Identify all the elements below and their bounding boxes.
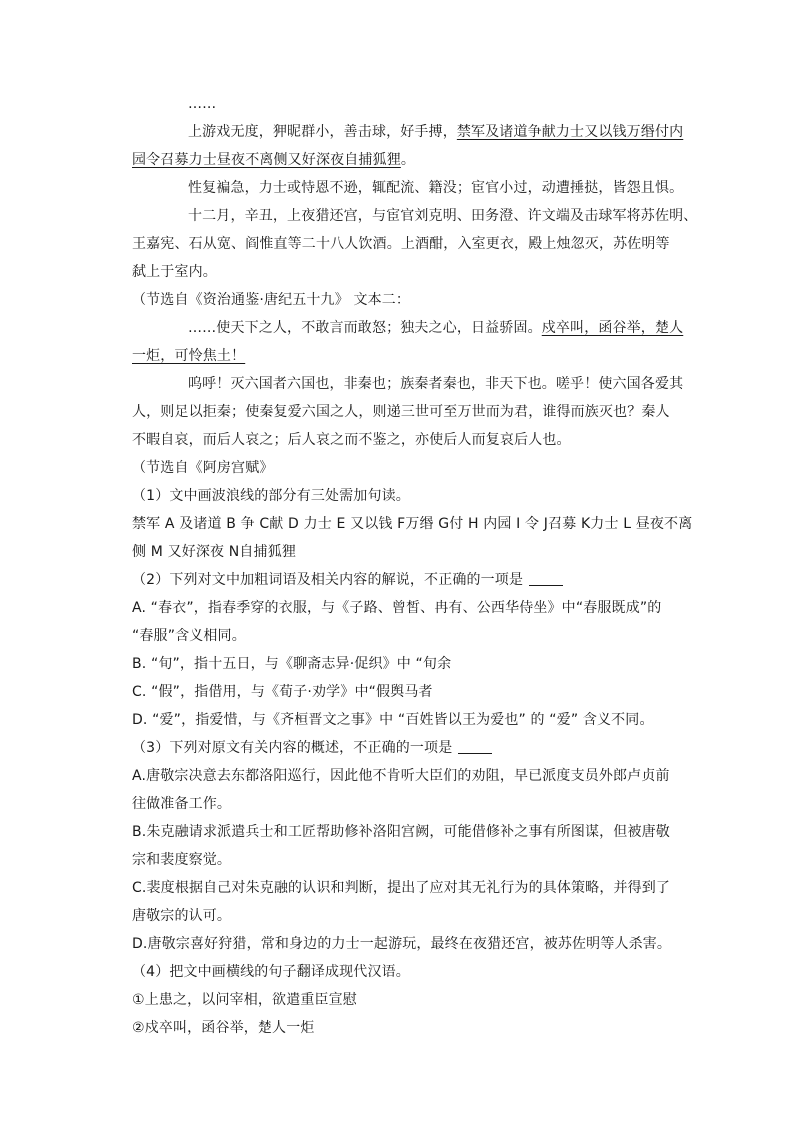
question-1-stem: （1）文中画波浪线的部分有三处需加句读。 bbox=[132, 488, 410, 504]
answer-blank[interactable] bbox=[529, 571, 563, 586]
option-d: D.唐敬宗喜好狩猎，常和身边的力士一起游玩，最终在夜猎还宫，被苏佐明等人杀害。 bbox=[132, 936, 672, 952]
translation-item-1: ①上患之，以问宰相，欲遣重臣宣慰 bbox=[132, 992, 357, 1008]
source-note: （节选自《阿房宫赋》 bbox=[132, 460, 274, 476]
option-d: D. “爱”，指爱惜，与《齐桓晋文之事》中 “百姓皆以王为爱也” 的 “爱” 含义不同。 bbox=[132, 712, 654, 728]
answer-blank[interactable] bbox=[458, 739, 492, 754]
plain-text: ……使天下之人，不敢言而敢怒；独夫之心，日益骄固。 bbox=[188, 320, 542, 336]
option-a: 往做准备工作。 bbox=[132, 796, 232, 812]
passage2-line bbox=[132, 314, 684, 342]
passage2-line: 人，则足以拒秦；使秦复爱六国之人，则递三世可至万世而为君，谁得而族灭也？秦人 bbox=[132, 404, 670, 420]
ellipsis-text: …… bbox=[188, 96, 217, 112]
passage2-line: 不暇自哀，而后人哀之；后人哀之而不鉴之，亦使后人而复哀后人也。 bbox=[132, 432, 571, 448]
option-b: 宗和裴度察觉。 bbox=[132, 852, 232, 868]
plain-text: 上游戏无度，狎昵群小，善击球，好手搏， bbox=[188, 124, 457, 140]
option-b: B.朱克融请求派遣兵士和工匠帮助修补洛阳宫阙，可能借修补之事有所图谋，但被唐敬 bbox=[132, 824, 670, 840]
passage1-line: 性复褊急，力士或恃恩不逊，辄配流、籍没；宦官小过，动遭捶挞，皆怨且惧。 bbox=[188, 180, 684, 196]
passage1-line: 弑上于室内。 bbox=[132, 264, 217, 280]
passage1-line bbox=[132, 146, 678, 174]
option-b: B. “旬”，指十五日，与《聊斋志异·促织》中 “旬余 bbox=[132, 656, 452, 672]
underlined-text: 戍卒叫，函谷举，楚人 bbox=[541, 320, 684, 336]
underlined-text: 一炬，可怜焦土！ bbox=[132, 348, 246, 364]
passage1-line: 十二月，辛丑，上夜猎还宫，与宦官刘克明、田务澄、许文端及击球军将苏佐明、 bbox=[188, 208, 698, 224]
option-c: 唐敬宗的认可。 bbox=[132, 908, 232, 924]
question-text: （2）下列对文中加粗词语及相关内容的解说，不正确的一项是 bbox=[132, 572, 524, 588]
document-page bbox=[132, 90, 698, 1042]
question-4-stem: （4）把文中画横线的句子翻译成现代汉语。 bbox=[132, 964, 410, 980]
plain-text: 。 bbox=[400, 152, 416, 168]
option-a: A. “春衣”，指春季穿的衣服，与《子路、曾皙、冉有、公西华侍坐》中“春服既成”的 bbox=[132, 600, 662, 616]
passage1-line: 王嘉宪、石从宽、阎惟直等二十八人饮酒。上酒酣，入室更衣，殿上烛忽灭，苏佐明等 bbox=[132, 236, 670, 252]
underlined-text: 园令召募力士昼夜不离侧又好深夜自捕狐狸 bbox=[132, 152, 401, 168]
question-1-text: 禁军 A 及诸道 B 争 C献 D 力士 E 又以钱 F万缗 G付 H 内园 I 令 J召募 K力士 L 昼夜不离 bbox=[132, 516, 693, 532]
translation-item-2: ②戍卒叫，函谷举，楚人一炬 bbox=[132, 1020, 315, 1036]
question-text: （3）下列对原文有关内容的概述，不正确的一项是 bbox=[132, 740, 453, 756]
passage2-line bbox=[132, 342, 678, 370]
underlined-text: 禁军及诸道争献力士又以钱万缗付内 bbox=[456, 124, 684, 140]
option-c: C.裴度根据自己对朱克融的认识和判断，提出了应对其无礼行为的具体策略，并得到了 bbox=[132, 880, 671, 896]
passage2-line: 呜呼！灭六国者六国也，非秦也；族秦者秦也，非天下也。嗟乎！使六国各爱其 bbox=[188, 376, 684, 392]
question-3-stem bbox=[132, 734, 678, 762]
question-2-stem bbox=[132, 566, 678, 594]
question-1-text: 侧 M 又好深夜 N自捕狐狸 bbox=[132, 544, 297, 560]
option-c: C. “假”，指借用，与《荀子·劝学》中“假舆马者 bbox=[132, 684, 433, 700]
option-a: “春服”含义相同。 bbox=[132, 628, 246, 644]
option-a: A.唐敬宗决意去东都洛阳巡行，因此他不肯听大臣们的劝阻，早已派度支员外郎卢贞前 bbox=[132, 768, 670, 784]
passage1-line bbox=[132, 118, 684, 146]
source-note: （节选自《资治通鉴·唐纪五十九》 文本二： bbox=[132, 292, 411, 308]
